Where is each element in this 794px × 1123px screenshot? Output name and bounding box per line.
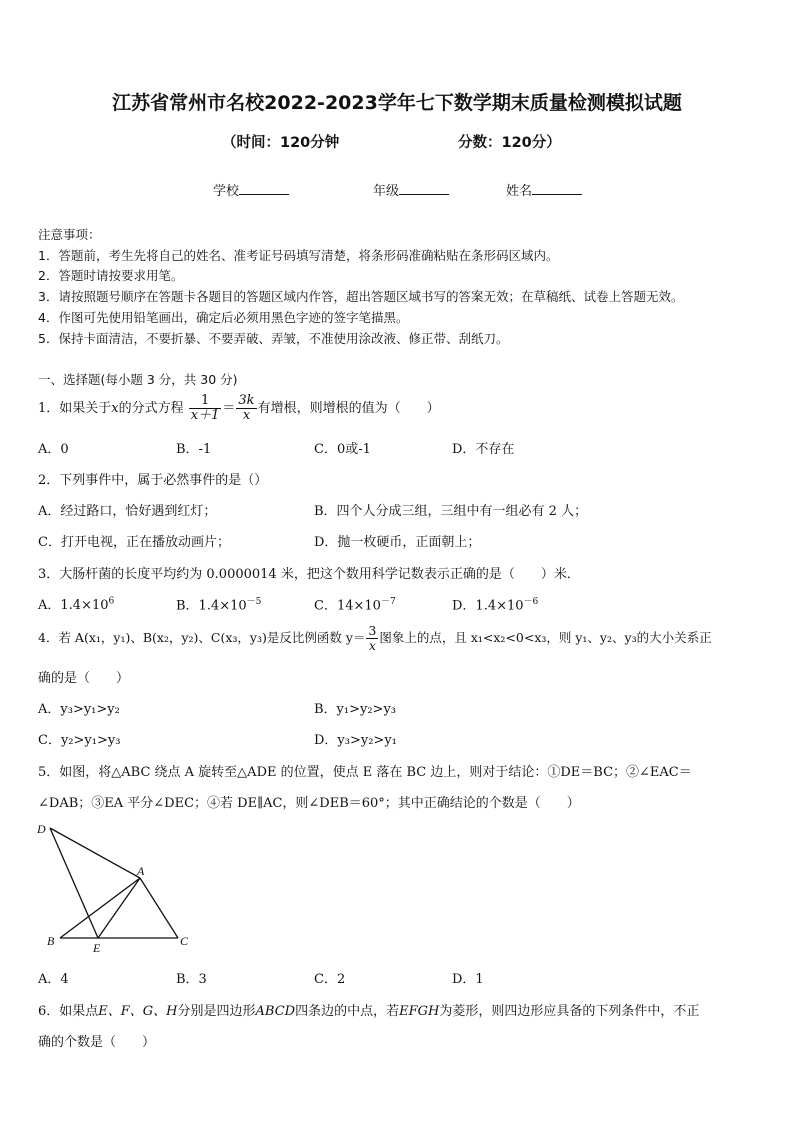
- question-2-stem: 2．下列事件中，属于必然事件的是（）: [38, 473, 268, 488]
- notes-heading: 注意事项：: [38, 227, 101, 242]
- question-5-line1: 5．如图，将△ABC 绕点 A 旋转至△ADE 的位置，使点 E 落在 BC 边上，则对于结论：①DE＝BC；②∠EAC＝: [38, 765, 692, 780]
- question-5-line2: ∠DAB；③EA 平分∠DEC；④若 DE∥AC，则∠DEB＝60°；其中正确结论的个数是（ ）: [38, 796, 580, 811]
- school-label: 学校: [213, 184, 240, 199]
- q3-option-d: D．$1.4\times 10^{-6}$: [452, 597, 539, 614]
- q5-option-b: B．3: [176, 972, 207, 987]
- grade-label: 年级: [373, 184, 400, 199]
- q1-equals: ＝: [222, 401, 236, 416]
- segment-DA: [50, 828, 140, 878]
- q4-option-a: A．y₃>y₁>y₂: [38, 702, 120, 717]
- segment-EA: [98, 878, 140, 938]
- note-item: 3．请按照题号顺序在答题卡各题目的答题区域内作答，超出答题区域书写的答案无效；在草稿纸、试卷上答题无效。: [38, 289, 684, 304]
- q1-text-mid: 的分式方程: [118, 401, 184, 416]
- q4-text-pre: 4．若 A(x₁，y₁)、B(x₂，y₂)、C(x₃，y₃)是反比例函数 y＝: [38, 630, 366, 645]
- q4-option-b: B．y₁>y₂>y₃: [314, 702, 397, 717]
- q3-option-a: A．$1.4\times 10^6$: [38, 596, 115, 613]
- q4-text-post: 图象上的点，且 x₁<x₂<0<x₃，则 y₁、y₂、y₃的大小关系正: [379, 630, 712, 645]
- grade-field: [373, 180, 449, 199]
- section-heading: 一、选择题(每小题 3 分，共 30 分): [38, 372, 238, 387]
- note-item: 1．答题前，考生先将自己的姓名、准考证号码填写清楚，将条形码准确粘贴在条形码区域内。: [38, 248, 559, 263]
- school-blank: [239, 181, 289, 195]
- question-1-stem: [38, 391, 440, 427]
- q4-option-c: C．y₂>y₁>y₃: [38, 733, 121, 748]
- exam-time: （时间：120分钟: [222, 135, 340, 151]
- note-item: 5．保持卡面清洁，不要折暴、不要弄破、弄皱，不准使用涂改液、修正带、刮纸刀。: [38, 331, 509, 346]
- name-blank: [532, 181, 582, 195]
- question-6-line1: 6．如果点E、F、G、H分别是四边形ABCD四条边的中点，若EFGH为菱形，则四边形应具备的下列条件中，不正: [38, 1004, 700, 1019]
- note-item: 4．作图可先使用铅笔画出，确定后必须用黑色字迹的签字笔描黑。: [38, 310, 409, 325]
- q2-option-a: A．经过路口，恰好遇到红灯；: [38, 504, 217, 519]
- school-field: [213, 180, 289, 199]
- label-C: C: [180, 934, 189, 948]
- exam-score: 分数：120分）: [458, 135, 561, 151]
- segment-DE: [50, 828, 98, 938]
- grade-blank: [399, 181, 449, 195]
- question-4-stem: [38, 620, 712, 656]
- q5-option-c: C．2: [314, 972, 346, 987]
- q1-text-pre: 1．如果关于: [38, 401, 112, 416]
- q1-option-d: D．不存在: [452, 442, 515, 457]
- page-title: 江苏省常州市名校2022-2023学年七下数学期末质量检测模拟试题: [112, 92, 682, 114]
- question-3-stem: 3．大肠杆菌的长度平均约为 0.0000014 米，把这个数用科学记数表示正确的是（ ）米．: [38, 567, 580, 582]
- q3-option-c: C．$14\times 10^{-7}$: [314, 597, 396, 614]
- name-label: 姓名: [506, 184, 533, 199]
- q5-option-a: A．4: [38, 972, 69, 987]
- q1-text-post: 有增根，则增根的值为（ ）: [257, 401, 440, 416]
- segment-AC: [140, 878, 178, 938]
- q2-option-b: B．四个人分成三组，三组中有一组必有 2 人；: [314, 504, 588, 519]
- name-field: [506, 180, 582, 199]
- label-A: A: [137, 864, 145, 878]
- q4-option-d: D．y₃>y₂>y₁: [314, 733, 397, 748]
- q5-triangle-figure: [30, 818, 200, 958]
- q1-fraction-left: $\frac{1}{x+1}$: [190, 392, 220, 423]
- label-D: D: [37, 822, 46, 836]
- segment-BA: [60, 878, 140, 938]
- q5-option-d: D．1: [452, 972, 484, 987]
- q2-option-c: C．打开电视，正在播放动画片；: [38, 535, 230, 550]
- label-E: E: [93, 941, 101, 955]
- q3-option-b: B．$1.4\times 10^{-5}$: [176, 597, 262, 614]
- label-B: B: [47, 934, 55, 948]
- q1-option-c: C．0或-1: [314, 442, 371, 457]
- note-item: 2．答题时请按要求用笔。: [38, 268, 184, 283]
- q1-option-b: B．-1: [176, 442, 212, 457]
- q1-fraction-right: $\frac{3k}{x}$: [238, 392, 255, 423]
- q1-option-a: A．0: [38, 442, 69, 457]
- q4-fraction: $\frac{3}{x}$: [368, 623, 377, 653]
- question-6-line2: 确的个数是（ ）: [38, 1035, 156, 1050]
- q2-option-d: D．抛一枚硬币，正面朝上；: [314, 535, 481, 550]
- question-4-line2: 确的是（ ）: [38, 671, 130, 686]
- q1-var: x: [111, 401, 119, 416]
